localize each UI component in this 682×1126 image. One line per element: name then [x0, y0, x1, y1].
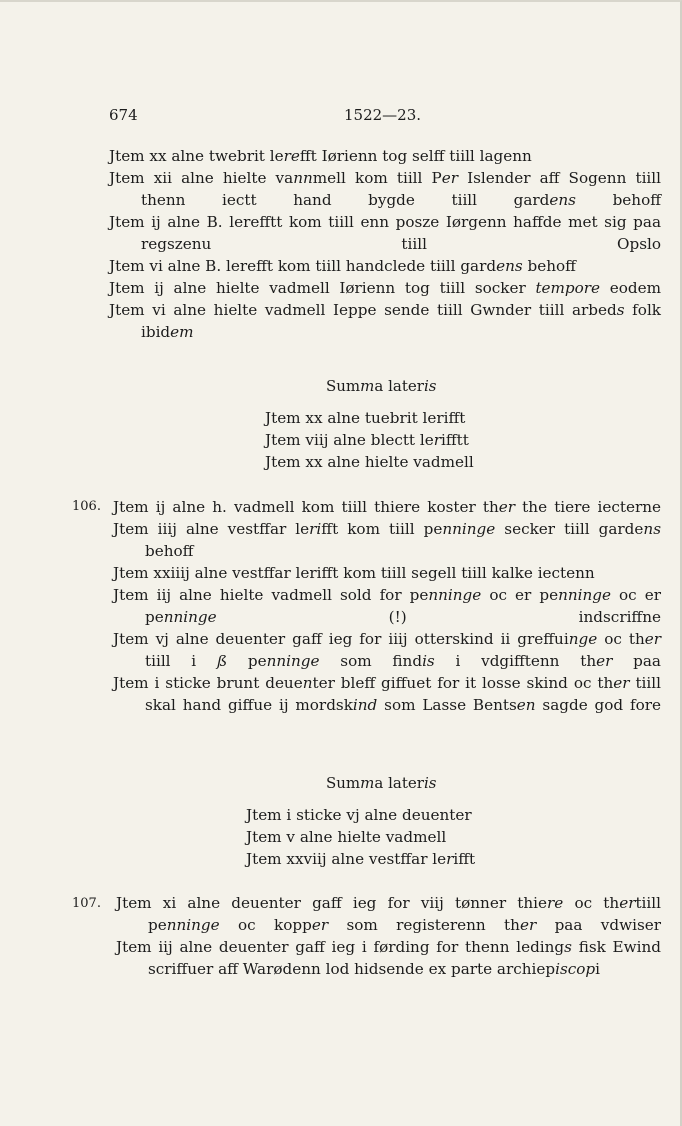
entry: Jtem vj alne deuenter gaff ieg for iiij otterskind ii greffuinge oc ther tiill i ß penninge som findis i vdgifftenn ther paa	[113, 630, 661, 670]
section-number: 106.	[72, 499, 101, 514]
entries-block-106	[113, 496, 661, 716]
entry: Jtem iij alne hielte vadmell sold for penninge oc er penninge oc er penninge (!) indscriffne	[113, 586, 661, 626]
page-number: 674	[109, 106, 138, 124]
entry: Jtem iij alne deuenter gaff ieg i førding for thenn ledings fisk Ewind scriffuer aff Warødenn lod hidsende ex parte archiepiscopi	[116, 938, 662, 978]
entry: Jtem iiij alne vestffar lerifft kom tiill penninge secker tiill gardens behoff	[113, 520, 661, 560]
summa-line: Jtem v alne hielte vadmell	[246, 828, 447, 846]
summa-lateris-heading: Summa lateris	[326, 774, 437, 792]
entries-block-107	[116, 892, 661, 980]
section-number: 107.	[72, 896, 101, 911]
entry: Jtem xii alne hielte vannmell kom tiill Per Islender aff Sogenn tiill thenn iectt hand bygde tiill gardens behoff	[109, 169, 661, 209]
summa-line: Jtem xxviij alne vestffar lerifft	[246, 850, 476, 868]
year-range: 1522—23.	[344, 106, 422, 124]
summa-line: Jtem xx alne hielte vadmell	[265, 453, 474, 471]
entry: Jtem vi alne B. lerefft kom tiill handclede tiill gardens behoff	[109, 257, 576, 275]
summa-list-1	[265, 407, 474, 473]
summa-line: Jtem xx alne tuebrit lerifft	[265, 409, 466, 427]
entry: Jtem ij alne hielte vadmell Iørienn tog tiill socker tempore eodem	[109, 279, 661, 297]
entries-block-1	[109, 145, 661, 343]
entry: Jtem xx alne twebrit lerefft Iørienn tog selff tiill lagenn	[109, 147, 532, 165]
summa-list-2	[246, 804, 475, 870]
summa-line: Jtem i sticke vj alne deuenter	[246, 806, 472, 824]
entry: Jtem xxiiij alne vestffar lerifft kom tiill segell tiill kalke iectenn	[113, 564, 595, 582]
summa-lateris-heading: Summa lateris	[326, 377, 437, 395]
entry: Jtem ij alne h. vadmell kom tiill thiere koster ther the tiere iecterne	[113, 498, 662, 516]
entry: Jtem ij alne B. lerefftt kom tiill enn posze Iørgenn haffde met sig paa regszenu tiill Opslo	[109, 213, 661, 253]
page-header	[0, 106, 680, 130]
entry: Jtem vi alne hielte vadmell Ieppe sende tiill Gwnder tiill arbeds folk ibidem	[109, 301, 661, 341]
summa-line: Jtem viij alne blectt lerifftt	[265, 431, 469, 449]
entry: Jtem i sticke brunt deuenter bleff giffuet for it losse skind oc ther tiill skal hand giffue ij mordskind som Lasse Bentsen sagde god fore	[113, 674, 662, 714]
entry: Jtem xi alne deuenter gaff ieg for viij tønner thiere oc thertiill penninge oc kopper som registerenn ther paa vdwiser	[116, 894, 661, 934]
